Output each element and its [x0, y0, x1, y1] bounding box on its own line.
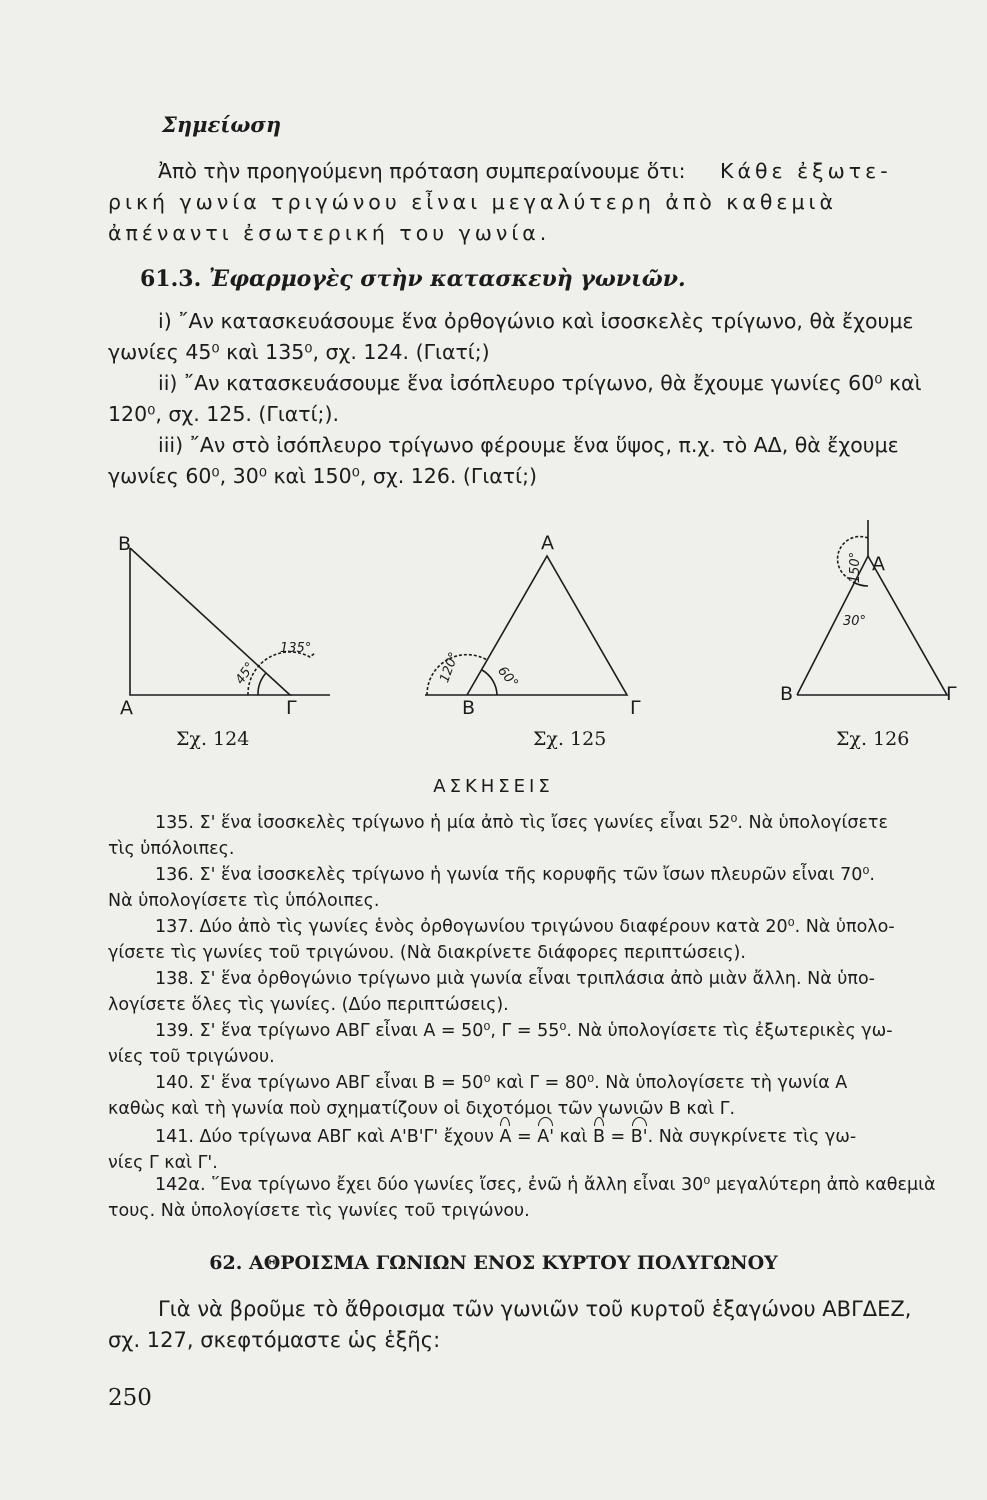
item-iii-line-1: iii) ῎Αν στὸ ἰσόπλευρο τρίγωνο φέρουμε ἕνα ὕψος, π.χ. τὸ ΑΔ, θὰ ἔχουμε [158, 433, 899, 457]
note-title: Σημείωση [162, 112, 282, 137]
exercise-135-line-1: 135. Σ' ἕνα ἰσοσκελὲς τρίγωνο ἡ μία ἀπὸ τὶς ἴσες γωνίες εἶναι 52⁰. Νὰ ὑπολογίσετε [155, 813, 888, 833]
exercise-138-line-2: λογίσετε ὅλες τὶς γωνίες. (Δύο περιπτώσεις). [108, 995, 509, 1015]
fig126-triangle [797, 556, 947, 695]
angle-b-prime-hat: Β' [631, 1124, 648, 1150]
section-62-line-1: Γιὰ νὰ βροῦμε τὸ ἄθροισμα τῶν γωνιῶν τοῦ κυρτοῦ ἑξαγώνου ΑΒΓΔΕΖ, [158, 1297, 912, 1321]
section-number: 61.3. [140, 266, 202, 292]
exercise-137-line-2: γίσετε τὶς γωνίες τοῦ τριγώνου. (Νὰ διακρίνετε διάφορες περιπτώσεις). [108, 943, 746, 963]
fig125-angle-60: 60° [494, 663, 521, 692]
note-line-2: ρική γωνία τριγώνου εἶναι μεγαλύτερη ἀπὸ καθεμιὰ [108, 190, 837, 214]
and-word: καὶ [554, 1127, 593, 1147]
fig125-vertex-b: Β [462, 697, 476, 719]
exercise-141-post: . Νὰ συγκρίνετε τὶς γω- [647, 1127, 857, 1147]
angle-a-prime-hat: Α' [537, 1124, 554, 1150]
fig125-triangle [467, 556, 627, 695]
fig124-vertex-b: Β [118, 533, 132, 555]
fig124-arc-45 [258, 673, 266, 695]
fig124-vertex-g: Γ [286, 697, 297, 719]
item-ii-line-1: ii) ῎Αν κατασκευάσουμε ἕνα ἰσόπλευρο τρίγωνο, θὰ ἔχουμε γωνίες 60⁰ καὶ [158, 371, 922, 395]
fig124-caption: Σχ. 124 [176, 728, 250, 750]
section-heading [140, 266, 686, 292]
fig126-vertex-b: Β [780, 683, 794, 705]
fig126-vertex-a: Α [872, 553, 885, 575]
eq-sign-1: = [511, 1127, 538, 1147]
item-i-line-2: γωνίες 45⁰ καὶ 135⁰, σχ. 124. (Γιατί;) [108, 340, 490, 364]
fig126-caption: Σχ. 126 [836, 728, 910, 750]
section-title: Ἐφαρμογὲς στὴν κατασκευὴ γωνιῶν. [208, 266, 686, 292]
exercise-135-line-2: τὶς ὑπόλοιπες. [108, 839, 235, 859]
item-ii-line-2: 120⁰, σχ. 125. (Γιατί;). [108, 402, 339, 426]
fig125-angle-120: 120° [437, 650, 463, 685]
fig124-angle-135: 135° [280, 641, 312, 656]
exercise-139-line-1: 139. Σ' ἕνα τρίγωνο ΑΒΓ εἶναι Α = 50⁰, Γ = 55⁰. Νὰ ὑπολογίσετε τὶς ἐξωτερικὲς γω- [155, 1021, 893, 1041]
fig126-vertex-g: Γ [946, 683, 957, 705]
note-line-1b: Κάθε ἐξωτε- [720, 159, 892, 183]
exercises-title: ΑΣΚΗΣΕΙΣ [433, 776, 554, 797]
fig124-triangle [130, 548, 290, 695]
note-line-1a: Ἀπὸ τὴν προηγούμενη πρόταση συμπεραίνουμε ὅτι: [158, 159, 686, 183]
fig126-angle-150: 150° [848, 551, 864, 584]
page-number: 250 [108, 1385, 152, 1411]
exercise-142-line-2: τους. Νὰ ὑπολογίσετε τὶς γωνίες τοῦ τριγώνου. [108, 1201, 530, 1221]
exercise-141-line-2: νίες Γ καὶ Γ'. [108, 1153, 218, 1173]
angle-b-hat: Β [593, 1124, 605, 1150]
item-i-line-1: i) ῎Αν κατασκευάσουμε ἕνα ὀρθογώνιο καὶ ἰσοσκελὲς τρίγωνο, θὰ ἔχουμε [158, 309, 914, 333]
note-line-3: ἀπέναντι ἐσωτερική του γωνία. [108, 221, 551, 245]
fig126-angle-30: 30° [843, 614, 867, 629]
fig125-caption: Σχ. 125 [533, 728, 607, 750]
section-62-line-2: σχ. 127, σκεφτόμαστε ὡς ἑξῆς: [108, 1328, 441, 1352]
fig124-vertex-a: Α [120, 697, 133, 719]
exercise-141-pre: 141. Δύο τρίγωνα ΑΒΓ καὶ Α'Β'Γ' ἔχουν [155, 1127, 494, 1147]
exercise-137-line-1: 137. Δύο ἀπὸ τὶς γωνίες ἑνὸς ὀρθογωνίου τριγώνου διαφέρουν κατὰ 20⁰. Νὰ ὑπολο- [155, 917, 895, 937]
exercise-142-line-1: 142α. ῞Ενα τρίγωνο ἔχει δύο γωνίες ἴσες, ἐνῶ ἡ ἄλλη εἶναι 30⁰ μεγαλύτερη ἀπὸ καθεμιὰ [155, 1175, 936, 1195]
exercise-138-line-1: 138. Σ' ἕνα ὀρθογώνιο τρίγωνο μιὰ γωνία εἶναι τριπλάσια ἀπὸ μιὰν ἄλλη. Νὰ ὑπο- [155, 969, 875, 989]
exercise-136-line-2: Νὰ ὑπολογίσετε τὶς ὑπόλοιπες. [108, 891, 380, 911]
fig125-vertex-g: Γ [630, 697, 641, 719]
fig125-vertex-a: Α [541, 532, 554, 554]
exercise-140-line-2: καθὼς καὶ τὴ γωνία ποὺ σχηματίζουν οἱ διχοτόμοι τῶν γωνιῶν Β καὶ Γ. [108, 1099, 736, 1119]
section-62-title: 62. ΑΘΡΟΙΣΜΑ ΓΩΝΙΩΝ ΕΝΟΣ ΚΥΡΤΟΥ ΠΟΛΥΓΩΝΟΥ [209, 1252, 778, 1274]
item-iii-line-2: γωνίες 60⁰, 30⁰ καὶ 150⁰, σχ. 126. (Γιατί;) [108, 464, 537, 488]
exercise-140-line-1: 140. Σ' ἕνα τρίγωνο ΑΒΓ εἶναι Β = 50⁰ καὶ Γ = 80⁰. Νὰ ὑπολογίσετε τὴ γωνία Α [155, 1073, 848, 1093]
eq-sign-2: = [604, 1127, 631, 1147]
exercise-139-line-2: νίες τοῦ τριγώνου. [108, 1047, 275, 1067]
exercise-141-line-1 [155, 1124, 856, 1150]
exercise-136-line-1: 136. Σ' ἕνα ἰσοσκελὲς τρίγωνο ἡ γωνία τῆς κορυφῆς τῶν ἴσων πλευρῶν εἶναι 70⁰. [155, 865, 875, 885]
fig124-angle-45: 45° [232, 659, 259, 688]
angle-a-hat: Α [499, 1124, 511, 1150]
